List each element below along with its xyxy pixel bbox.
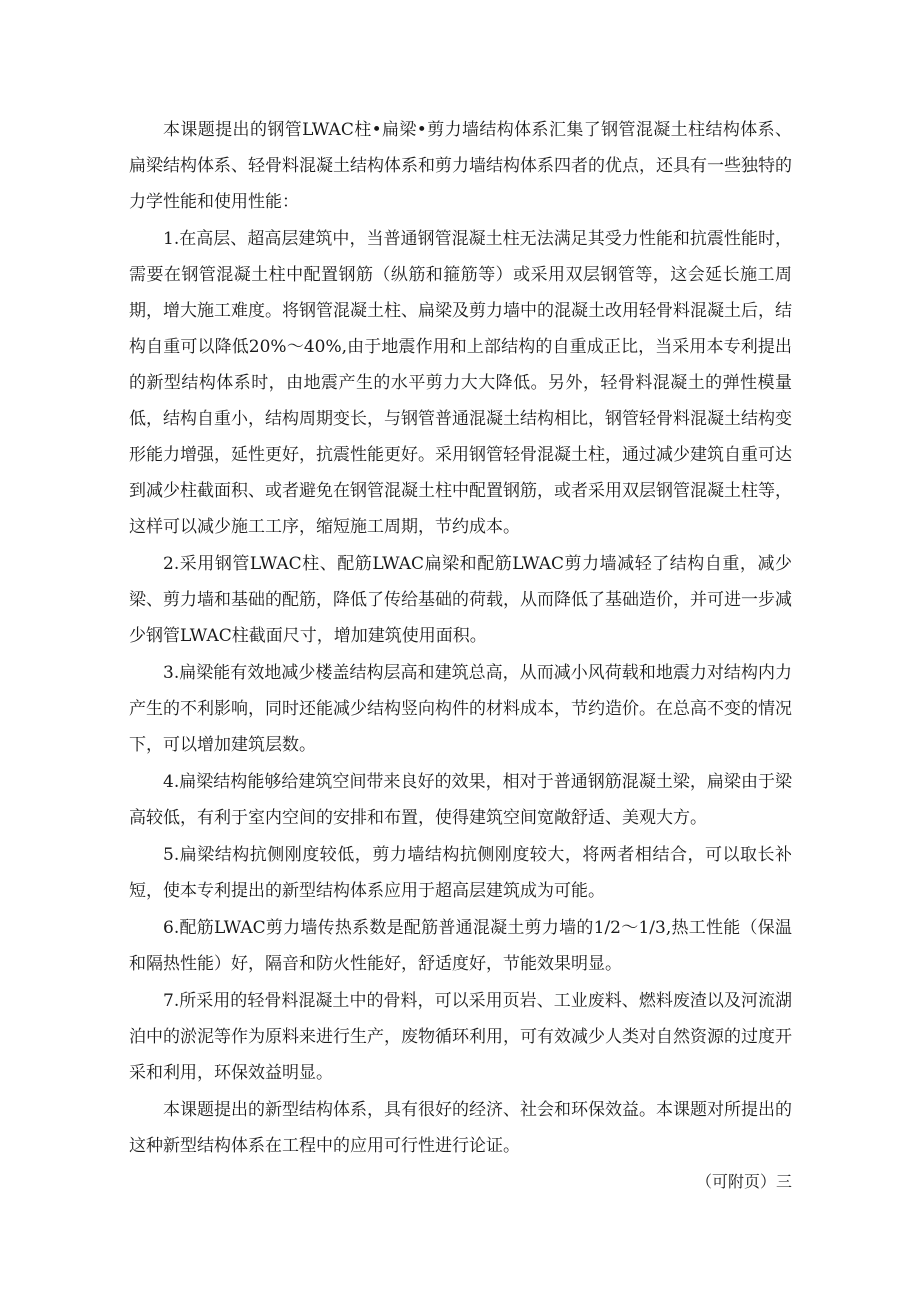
advantage-2-paragraph: 2.采用钢管LWAC柱、配筋LWAC扁梁和配筋LWAC剪力墙减轻了结构自重，减少梁、剪力墙和基础的配筋，降低了传给基础的荷载，从而降低了基础造价，并可进一步减少钢管LWAC柱截面尺寸，增加建筑使用面积。 xyxy=(129,554,792,646)
advantage-1-paragraph: 1.在高层、超高层建筑中，当普通钢管混凝土柱无法满足其受力性能和抗震性能时，需要在钢管混凝土柱中配置钢筋（纵筋和箍筋等）或采用双层钢管等，这会延长施工周期，增大施工难度。将钢管混凝土柱、扁梁及剪力墙中的混凝土改用轻骨料混凝土后，结构自重可以降低20%〜40%,由于地震作用和上部结构的自重成正比，当采用本专利提出的新型结构体系时，由地震产生的水平剪力大大降低。另外，轻骨料混凝土的弹性模量低，结构自重小，结构周期变长，与钢管普通混凝土结构相比，钢管轻骨料混凝土结构变形能力增强，延性更好，抗震性能更好。采用钢管轻骨混凝土柱，通过减少建筑自重可达到减少柱截面积、或者避免在钢管混凝土柱中配置钢筋，或者采用双层钢管混凝土柱等，这样可以减少施工工序，缩短施工周期，节约成本。 xyxy=(129,229,792,537)
advantage-6-paragraph: 6.配筋LWAC剪力墙传热系数是配筋普通混凝土剪力墙的1/2〜1/3,热工性能（保温和隔热性能）好，隔音和防火性能好，舒适度好，节能效果明显。 xyxy=(129,918,792,974)
intro-paragraph: 本课题提出的钢管LWAC柱•扁梁•剪力墙结构体系汇集了钢管混凝土柱结构体系、扁梁结构体系、轻骨料混凝土结构体系和剪力墙结构体系四者的优点，还具有一些独特的力学性能和使用性能： xyxy=(129,120,792,212)
advantage-5-paragraph: 5.扁梁结构抗侧刚度较低，剪力墙结构抗侧刚度较大，将两者相结合，可以取长补短，使本专利提出的新型结构体系应用于超高层建筑成为可能。 xyxy=(129,845,792,901)
page-footer-note: （可附页）三 xyxy=(695,1172,792,1191)
advantage-4-paragraph: 4.扁梁结构能够给建筑空间带来良好的效果，相对于普通钢筋混凝土梁，扁梁由于梁高较低，有利于室内空间的安排和布置，使得建筑空间宽敞舒适、美观大方。 xyxy=(129,772,792,828)
conclusion-paragraph: 本课题提出的新型结构体系，具有很好的经济、社会和环保效益。本课题对所提出的这种新型结构体系在工程中的应用可行性进行论证。 xyxy=(129,1100,792,1156)
advantage-3-paragraph: 3.扁梁能有效地减少楼盖结构层高和建筑总高，从而减小风荷载和地震力对结构内力产生的不利影响，同时还能减少结构竖向构件的材料成本，节约造价。在总高不变的情况下，可以增加建筑层数。 xyxy=(129,663,792,755)
document-body xyxy=(129,112,792,1165)
advantage-7-paragraph: 7.所采用的轻骨料混凝土中的骨料，可以采用页岩、工业废料、燃料废渣以及河流湖泊中的淤泥等作为原料来进行生产，废物循环利用，可有效减少人类对自然资源的过度开采和利用，环保效益明显。 xyxy=(129,991,792,1083)
